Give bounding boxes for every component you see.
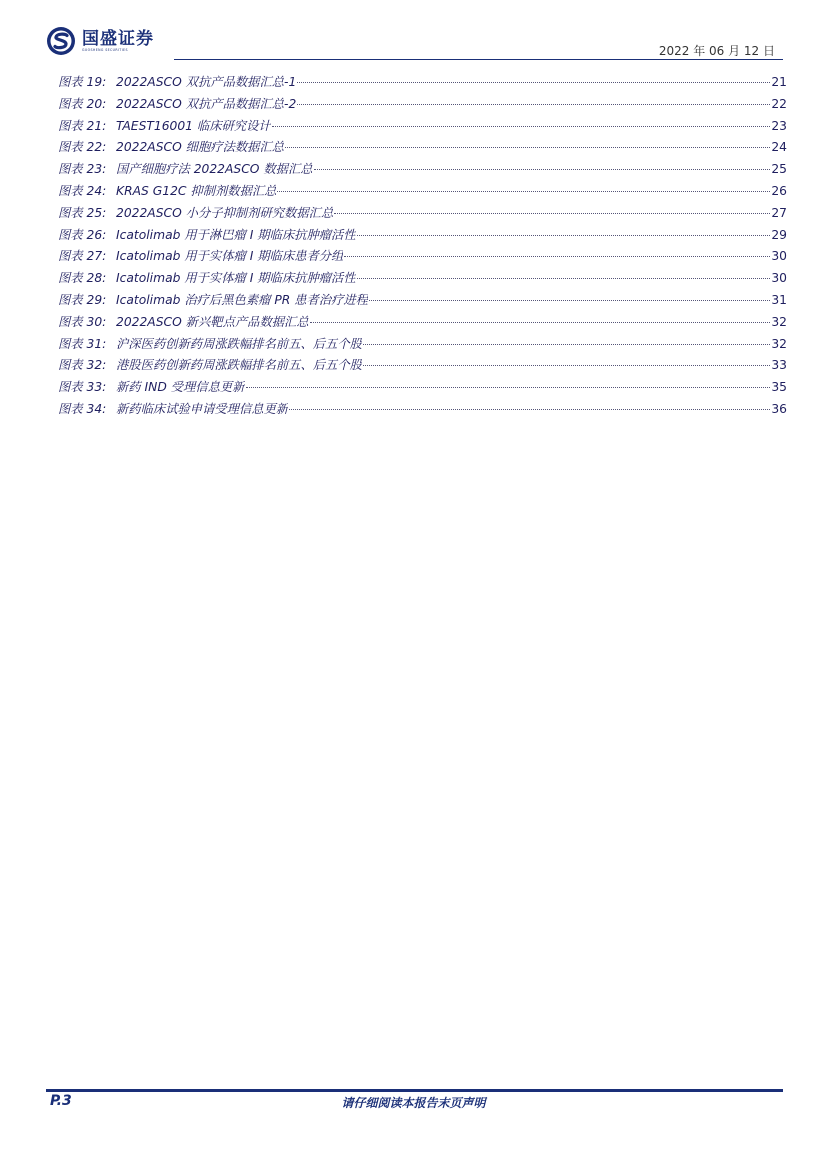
toc-entry[interactable] bbox=[58, 268, 787, 290]
toc-entry-title: Icatolimab 用于实体瘤 I 期临床患者分组 bbox=[116, 249, 344, 264]
toc-dot-leader bbox=[357, 278, 771, 279]
toc-entry[interactable] bbox=[58, 290, 787, 312]
toc-entry-title: Icatolimab 用于淋巴瘤 I 期临床抗肿瘤活性 bbox=[116, 227, 356, 242]
toc-entry-page: 22 bbox=[771, 96, 787, 111]
toc-entry-title: 国产细胞疗法 2022ASCO 数据汇总 bbox=[116, 162, 313, 177]
disclaimer-note: 请仔细阅读本报告末页声明 bbox=[341, 1096, 486, 1110]
report-date: 2022 年 06 月 12 日 bbox=[658, 44, 775, 58]
page-number: P.3 bbox=[50, 1093, 72, 1109]
toc-entry-label: 图表 21: bbox=[58, 118, 107, 133]
toc-entry[interactable] bbox=[58, 94, 787, 116]
toc-entry-page: 26 bbox=[771, 183, 787, 198]
toc-dot-leader bbox=[334, 213, 770, 214]
toc-entry-title: 2022ASCO 双抗产品数据汇总-2 bbox=[116, 96, 297, 111]
toc-entry[interactable] bbox=[58, 181, 787, 203]
toc-entry[interactable] bbox=[58, 225, 787, 247]
toc-entry-page: 21 bbox=[771, 75, 787, 89]
toc-dot-leader bbox=[297, 104, 770, 105]
page-header bbox=[0, 0, 827, 66]
toc-entry-title: 新药 IND 受理信息更新 bbox=[116, 380, 245, 395]
toc-entry[interactable] bbox=[58, 312, 787, 334]
toc-dot-leader bbox=[314, 169, 771, 170]
toc-dot-leader bbox=[344, 256, 770, 257]
toc-entry-page: 31 bbox=[771, 292, 787, 307]
toc-entry-label: 图表 34: bbox=[58, 401, 107, 416]
toc-entry-title: KRAS G12C 抑制剂数据汇总 bbox=[116, 183, 277, 198]
toc-entry-title: 沪深医药创新药周涨跌幅排名前五、后五个股 bbox=[116, 336, 362, 351]
toc-entry[interactable] bbox=[58, 159, 787, 181]
toc-dot-leader bbox=[272, 126, 771, 127]
toc-dot-leader bbox=[357, 235, 771, 236]
toc-entry-label: 图表 31: bbox=[58, 336, 107, 351]
toc-entry-label: 图表 27: bbox=[58, 249, 107, 264]
toc-dot-leader bbox=[285, 147, 770, 148]
toc-entry-label: 图表 29: bbox=[58, 292, 107, 307]
toc-entry-label: 图表 20: bbox=[58, 96, 107, 111]
toc-entry-label: 图表 33: bbox=[58, 380, 107, 395]
figure-list bbox=[58, 72, 787, 421]
toc-entry-label: 图表 24: bbox=[58, 183, 107, 198]
brand-logo bbox=[46, 26, 154, 56]
toc-entry-page: 30 bbox=[771, 249, 787, 264]
footer-divider bbox=[46, 1089, 783, 1092]
toc-dot-leader bbox=[310, 322, 771, 323]
toc-entry-label: 图表 25: bbox=[58, 205, 107, 220]
toc-dot-leader bbox=[297, 82, 770, 83]
toc-entry-title: 2022ASCO 细胞疗法数据汇总 bbox=[116, 140, 285, 155]
toc-entry-page: 27 bbox=[771, 205, 787, 220]
toc-entry-title: 港股医药创新药周涨跌幅排名前五、后五个股 bbox=[116, 358, 362, 373]
toc-entry-title: TAEST16001 临床研究设计 bbox=[116, 118, 271, 133]
toc-entry-title: 2022ASCO 小分子抑制剂研究数据汇总 bbox=[116, 205, 334, 220]
toc-entry[interactable] bbox=[58, 137, 787, 159]
toc-dot-leader bbox=[277, 191, 770, 192]
toc-entry[interactable] bbox=[58, 116, 787, 138]
toc-entry-title: 2022ASCO 新兴靶点产品数据汇总 bbox=[116, 314, 309, 329]
toc-entry[interactable] bbox=[58, 355, 787, 377]
toc-entry-label: 图表 26: bbox=[58, 227, 107, 242]
toc-dot-leader bbox=[363, 365, 770, 366]
toc-entry-label: 图表 23: bbox=[58, 162, 107, 177]
toc-entry-label: 图表 22: bbox=[58, 140, 107, 155]
toc-entry[interactable] bbox=[58, 72, 787, 94]
toc-entry[interactable] bbox=[58, 334, 787, 356]
brand-name: 国盛证券 bbox=[82, 29, 154, 49]
toc-entry-title: Icatolimab 治疗后黑色素瘤 PR 患者治疗进程 bbox=[116, 292, 368, 307]
toc-dot-leader bbox=[246, 387, 771, 388]
toc-entry-label: 图表 30: bbox=[58, 314, 107, 329]
toc-entry-page: 25 bbox=[771, 162, 787, 177]
toc-entry-label: 图表 28: bbox=[58, 271, 107, 286]
toc-dot-leader bbox=[369, 300, 770, 301]
header-divider bbox=[174, 59, 783, 60]
toc-entry-page: 24 bbox=[771, 140, 787, 155]
toc-entry-title: Icatolimab 用于实体瘤 I 期临床抗肿瘤活性 bbox=[116, 271, 356, 286]
toc-entry-page: 29 bbox=[771, 227, 787, 242]
brand-logo-icon bbox=[46, 26, 76, 56]
toc-dot-leader bbox=[289, 409, 770, 410]
toc-entry[interactable] bbox=[58, 377, 787, 399]
brand-subtitle: GUOSHENG SECURITIES bbox=[82, 48, 128, 52]
toc-entry-label: 图表 19: bbox=[58, 75, 107, 89]
toc-entry-title: 新药临床试验申请受理信息更新 bbox=[116, 401, 289, 416]
toc-entry-page: 30 bbox=[771, 271, 787, 286]
toc-entry-page: 32 bbox=[771, 336, 787, 351]
toc-entry[interactable] bbox=[58, 203, 787, 225]
toc-entry[interactable] bbox=[58, 246, 787, 268]
toc-dot-leader bbox=[363, 344, 770, 345]
toc-entry-page: 35 bbox=[771, 380, 787, 395]
toc-entry-title: 2022ASCO 双抗产品数据汇总-1 bbox=[116, 75, 297, 89]
toc-entry-page: 23 bbox=[771, 118, 787, 133]
toc-entry-page: 32 bbox=[771, 314, 787, 329]
toc-entry-page: 36 bbox=[771, 401, 787, 416]
toc-entry-label: 图表 32: bbox=[58, 358, 107, 373]
toc-entry-page: 33 bbox=[771, 358, 787, 373]
toc-entry[interactable] bbox=[58, 399, 787, 421]
